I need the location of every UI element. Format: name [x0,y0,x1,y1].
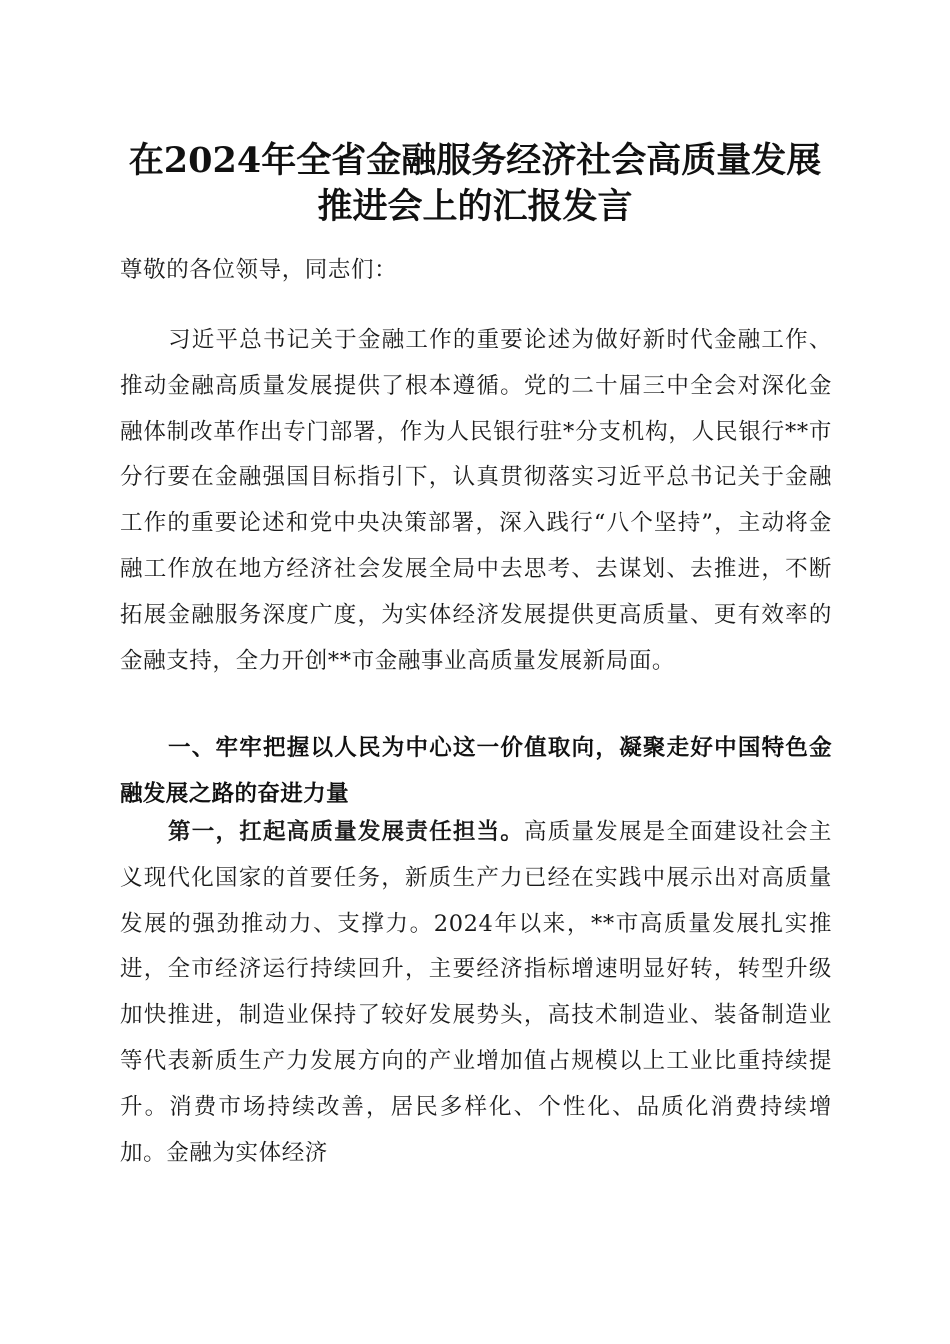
section-heading-1: 一、牢牢把握以人民为中心这一价值取向，凝聚走好中国特色金融发展之路的奋进力量 [120,735,832,807]
document-title-line-1: 在2024年全省金融服务经济社会高质量发展 [128,140,822,181]
paragraph-first-point [120,810,832,1176]
document-title-line-2: 推进会上的汇报发言 [317,186,633,227]
paragraph-intro: 习近平总书记关于金融工作的重要论述为做好新时代金融工作、推动金融高质量发展提供了根本遵循。党的二十届三中全会对深化金融体制改革作出专门部署，作为人民银行驻*分支机构，人民银行**市分行要在金融强国目标指引下，认真贯彻落实习近平总书记关于金融工作的重要论述和党中央决策部署，深入践行“八个坚持”，主动将金融工作放在地方经济社会发展全局中去思考、去谋划、去推进，不断拓展金融服务深度广度，为实体经济发展提供更高质量、更有效率的金融支持，全力开创**市金融事业高质量发展新局面。 [120,327,832,674]
paragraph-subheading: 第一，扛起高质量发展责任担当。 [168,819,525,845]
paragraph-body: 高质量发展是全面建设社会主义现代化国家的首要任务，新质生产力已经在实践中展示出对高质量发展的强劲推动力、支撑力。2024年以来，**市高质量发展扎实推进，全市经济运行持续回升，主要经济指标增速明显好转，转型升级加快推进，制造业保持了较好发展势头，高技术制造业、装备制造业等代表新质生产力发展方向的产业增加值占规模以上工业比重持续提升。消费市场持续改善，居民多样化、个性化、品质化消费持续增加。金融为实体经济 [120,819,832,1166]
salutation: 尊敬的各位领导，同志们： [120,257,398,283]
